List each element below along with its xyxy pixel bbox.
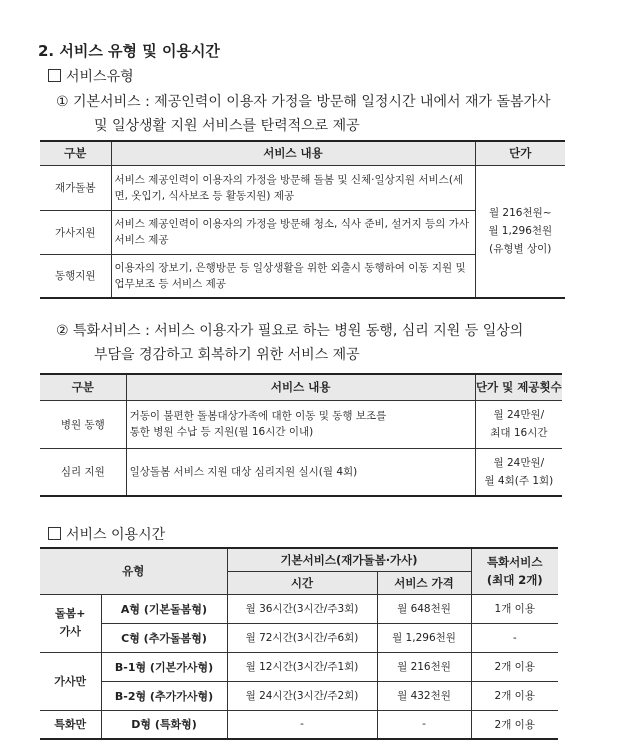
special-service-line2: 부담을 경감하고 회복하기 위한 서비스 제공 xyxy=(94,347,360,363)
row-content: 일상돌봄 서비스 지원 대상 심리지원 실시(월 4회) xyxy=(126,448,475,496)
row-name: 재가돌봄 xyxy=(40,165,111,210)
special-value: 2개 이용 xyxy=(471,652,558,681)
checkbox-square-icon xyxy=(48,69,61,82)
type-label: A형 (기본돌봄형) xyxy=(101,594,227,623)
header-price: 단가 xyxy=(475,141,565,165)
checkbox-square-icon xyxy=(48,527,61,540)
row-name: 병원 동행 xyxy=(40,400,126,448)
header-content: 서비스 내용 xyxy=(111,141,475,165)
header-special-service: 특화서비스 (최대 2개) xyxy=(471,548,558,594)
row-content: 서비스 제공인력이 이용자의 가정을 방문해 청소, 식사 준비, 설거지 등의 가사서비스 제공 xyxy=(111,210,475,254)
special-value: 1개 이용 xyxy=(471,594,558,623)
special-service-line1: ② 특화서비스 : 서비스 이용자가 필요로 하는 병원 동행, 심리 지원 등 일상의 xyxy=(56,323,524,339)
row-name: 가사지원 xyxy=(40,210,111,254)
header-service-price: 서비스 가격 xyxy=(377,571,471,594)
row-name: 동행지원 xyxy=(40,254,111,298)
row-price: 월 24만원/ 최대 16시간 xyxy=(475,400,562,448)
price-value: - xyxy=(377,710,471,739)
table-row xyxy=(40,652,558,681)
type-label: C형 (추가돌봄형) xyxy=(101,623,227,652)
special-service-table xyxy=(40,373,562,497)
group-label: 가사만 xyxy=(40,652,101,710)
header-content: 서비스 내용 xyxy=(126,374,475,400)
usage-time-heading: 서비스 이용시간 xyxy=(48,524,165,544)
service-type-heading: 서비스유형 xyxy=(48,66,134,86)
table-row xyxy=(40,400,562,448)
time-value: 월 12시간(3시간/주1회) xyxy=(227,652,377,681)
header-price-count: 단가 및 제공횟수 xyxy=(475,374,562,400)
price-value: 월 648천원 xyxy=(377,594,471,623)
header-time: 시간 xyxy=(227,571,377,594)
row-content: 거동이 불편한 돌봄대상가족에 대한 이동 및 동행 보조를 통한 병원 수납 등 지원(월 16시간 이내) xyxy=(126,400,475,448)
type-label: B-2형 (추가가사형) xyxy=(101,681,227,710)
basic-service-line1: ① 기본서비스 : 제공인력이 이용자 가정을 방문해 일정시간 내에서 재가 돌봄가사 xyxy=(56,94,551,110)
special-value: 2개 이용 xyxy=(471,710,558,739)
row-content: 이용자의 장보기, 은행방문 등 일상생활을 위한 외출시 동행하여 이동 지원 및 업무보조 등 서비스 제공 xyxy=(111,254,475,298)
type-label: D형 (특화형) xyxy=(101,710,227,739)
price-value: 월 1,296천원 xyxy=(377,623,471,652)
table-row xyxy=(40,681,558,710)
table-row xyxy=(40,710,558,739)
header-basic-service: 기본서비스(재가돌봄·가사) xyxy=(227,548,471,571)
usage-time-table xyxy=(40,547,558,740)
price-cell: 월 216천원~ 월 1,296천원 (유형별 상이) xyxy=(475,165,565,298)
special-value: - xyxy=(471,623,558,652)
header-category: 구분 xyxy=(40,374,126,400)
table-row xyxy=(40,448,562,496)
group-label: 특화만 xyxy=(40,710,101,739)
table-row xyxy=(40,623,558,652)
time-value: 월 24시간(3시간/주2회) xyxy=(227,681,377,710)
section-title: 2. 서비스 유형 및 이용시간 xyxy=(38,42,220,60)
table-row xyxy=(40,165,565,210)
basic-service-table xyxy=(40,140,565,299)
time-value: - xyxy=(227,710,377,739)
row-name: 심리 지원 xyxy=(40,448,126,496)
time-value: 월 72시간(3시간/주6회) xyxy=(227,623,377,652)
row-price: 월 24만원/ 월 4회(주 1회) xyxy=(475,448,562,496)
table-row xyxy=(40,594,558,623)
special-value: 2개 이용 xyxy=(471,681,558,710)
type-label: B-1형 (기본가사형) xyxy=(101,652,227,681)
price-value: 월 216천원 xyxy=(377,652,471,681)
header-category: 구분 xyxy=(40,141,111,165)
header-type: 유형 xyxy=(40,548,227,594)
time-value: 월 36시간(3시간/주3회) xyxy=(227,594,377,623)
group-label: 돌봄+ 가사 xyxy=(40,594,101,652)
row-content: 서비스 제공인력이 이용자의 가정을 방문해 돌봄 및 신체·일상지원 서비스(세면, 옷입기, 식사보조 등 활동지원) 제공 xyxy=(111,165,475,210)
price-value: 월 432천원 xyxy=(377,681,471,710)
basic-service-line2: 및 일상생활 지원 서비스를 탄력적으로 제공 xyxy=(94,118,360,134)
